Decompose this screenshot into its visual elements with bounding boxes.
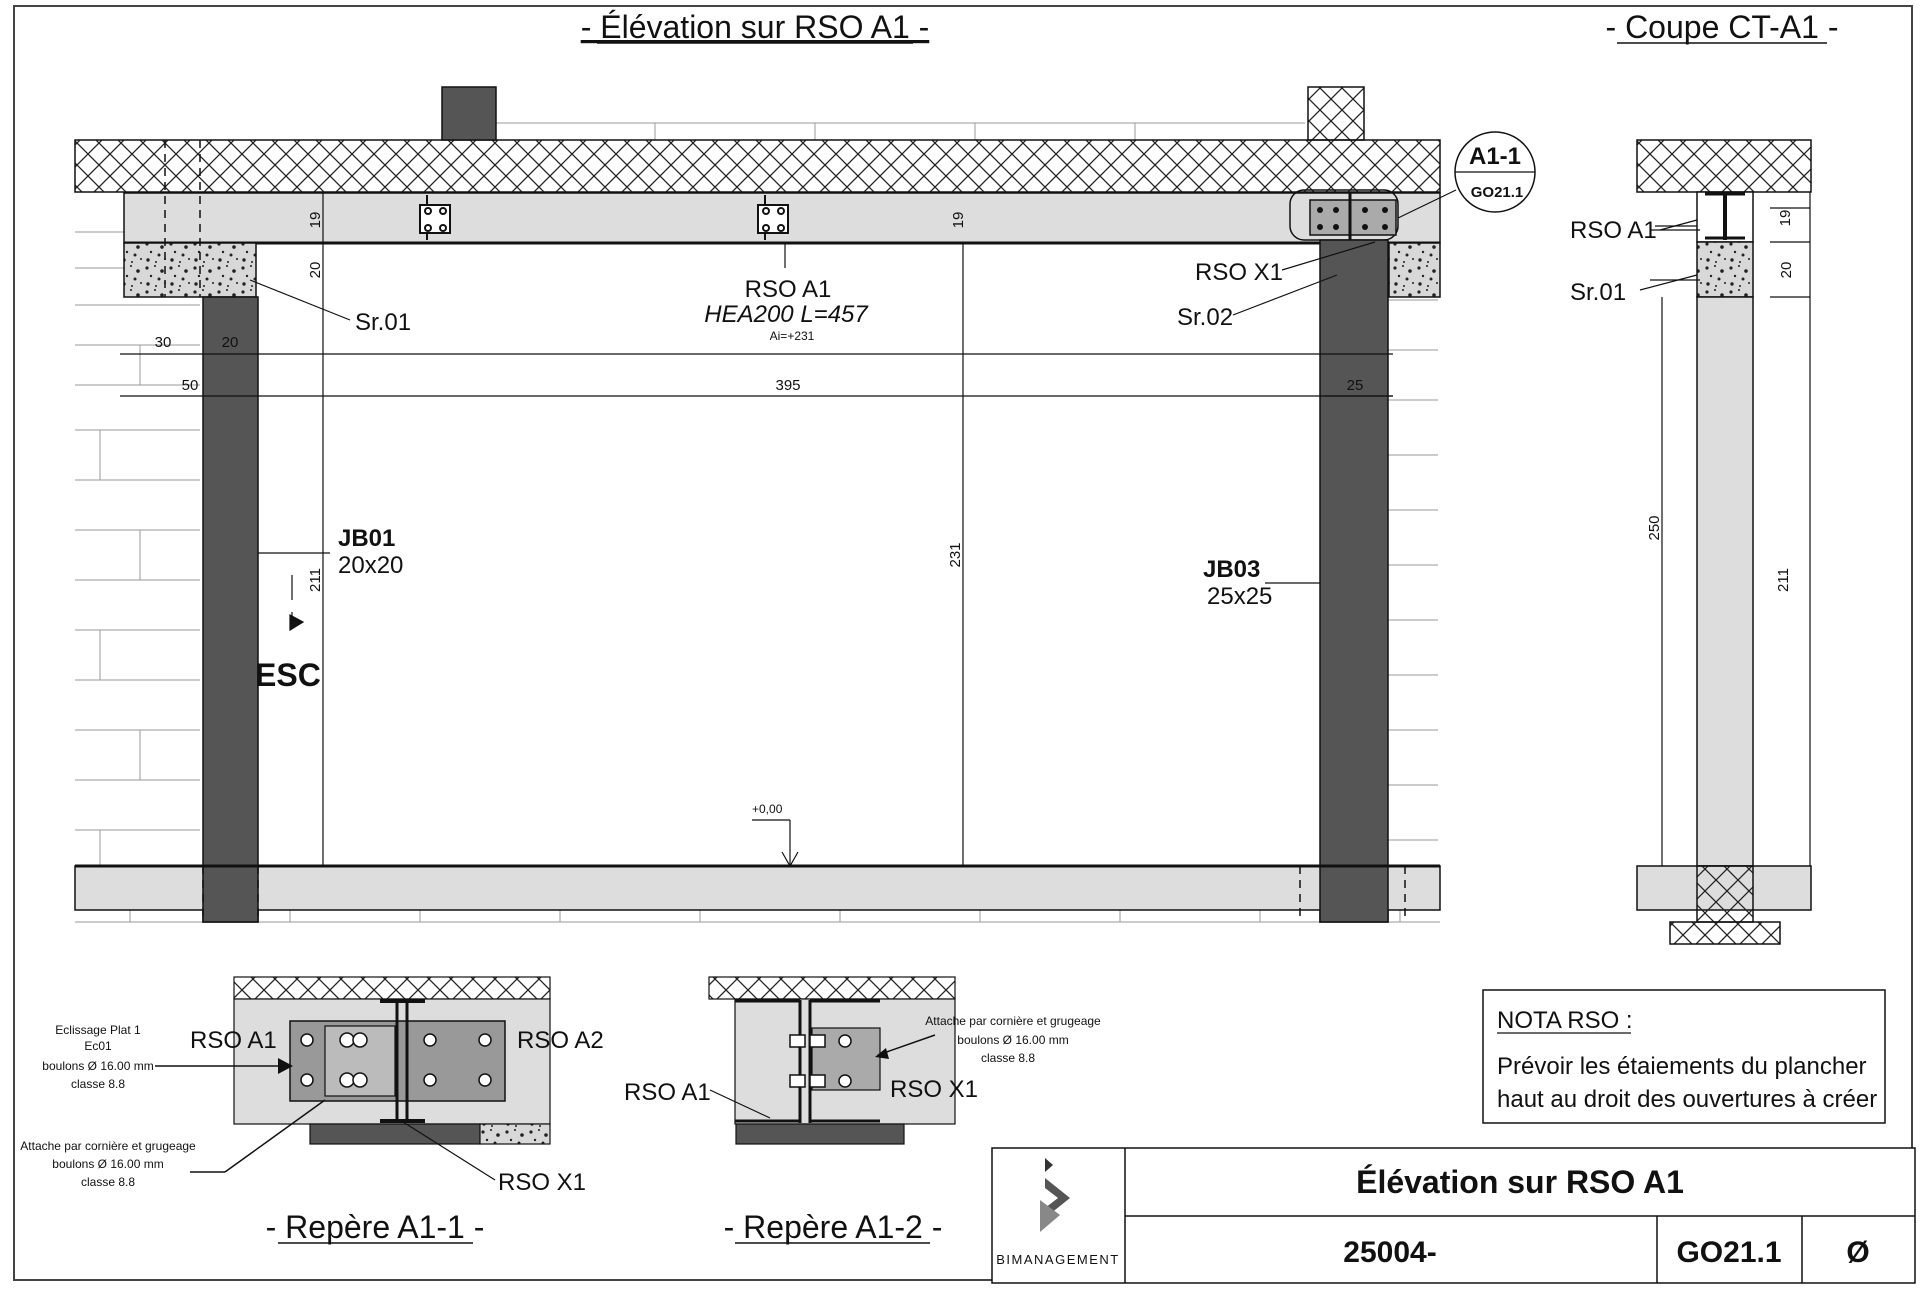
coupe-sr01: Sr.01	[1570, 279, 1627, 306]
jb01-size: 20x20	[338, 552, 404, 579]
elevation-view	[75, 9, 1535, 922]
coupe-rso-a1: RSO A1	[1570, 217, 1657, 244]
r1-note1-l2: Ec01	[84, 1039, 112, 1053]
r1-rso-a2: RSO A2	[517, 1027, 604, 1054]
sheet-number: GO21.1	[1676, 1236, 1782, 1269]
jb01-name: JB01	[338, 525, 396, 552]
r2-note-l1: Attache par cornière et grugeage	[925, 1014, 1101, 1028]
r1-rso-x1: RSO X1	[498, 1169, 587, 1196]
section-view	[1570, 9, 1838, 944]
svg-text:20: 20	[1778, 261, 1795, 279]
sr02-label: Sr.02	[1177, 304, 1234, 331]
r1-rso-a1: RSO A1	[190, 1027, 277, 1054]
top-slab	[75, 140, 1440, 192]
repere1-title: - Repère A1-1 -	[265, 1209, 485, 1245]
svg-text:30: 30	[154, 334, 172, 351]
r1-note1-l4: classe 8.8	[70, 1077, 126, 1091]
nota-box	[1483, 990, 1885, 1123]
svg-text:50: 50	[181, 377, 199, 394]
detail-repere-a1-1	[20, 977, 603, 1245]
r1-note1-l3: boulons Ø 16.00 mm	[42, 1059, 154, 1073]
nota-line1: Prévoir les étaiements du plancher	[1497, 1053, 1867, 1080]
r2-rso-x1: RSO X1	[890, 1076, 979, 1103]
svg-text:25: 25	[1346, 377, 1364, 394]
r1-note2-l2: boulons Ø 16.00 mm	[52, 1157, 164, 1171]
svg-text:19: 19	[1777, 209, 1794, 227]
repere2-title: - Repère A1-2 -	[723, 1209, 943, 1245]
lintel-sr01	[124, 243, 256, 297]
beam-label: RSO A1	[744, 276, 832, 303]
sheet-index: Ø	[1846, 1236, 1870, 1269]
r1-note2-l3: classe 8.8	[80, 1175, 136, 1189]
project-number: 25004-	[1343, 1236, 1437, 1269]
company-name: BIMANAGEMENT	[996, 1252, 1120, 1267]
column-jb03	[1320, 240, 1388, 922]
r1-note2-l1: Attache par cornière et grugeage	[20, 1139, 196, 1153]
level-label: +0,00	[752, 802, 783, 816]
coupe-title: - Coupe CT-A1 -	[1605, 9, 1839, 45]
rso-x1-label: RSO X1	[1195, 259, 1284, 286]
svg-text:20: 20	[221, 334, 239, 351]
r2-rso-a1: RSO A1	[624, 1079, 711, 1106]
nota-heading: NOTA RSO :	[1497, 1007, 1633, 1034]
sr01-label: Sr.01	[355, 309, 412, 336]
elevation-title: - Élévation sur RSO A1 -	[580, 9, 930, 45]
svg-text:20: 20	[307, 261, 324, 279]
r1-note1-l1: Eclissage Plat 1	[55, 1023, 141, 1037]
floor-slab	[75, 866, 1440, 910]
beam-note: Ai=+231	[769, 329, 815, 343]
r2-note-l2: boulons Ø 16.00 mm	[957, 1033, 1069, 1047]
title-block	[992, 1148, 1915, 1283]
jb03-name: JB03	[1203, 556, 1261, 583]
svg-text:395: 395	[775, 377, 801, 394]
svg-text:19: 19	[307, 211, 324, 229]
column-jb01	[203, 297, 258, 922]
svg-text:211: 211	[307, 568, 324, 592]
esc-label: ESC	[255, 657, 321, 693]
detail-ref: A1-1	[1468, 143, 1522, 170]
svg-text:250: 250	[1646, 515, 1663, 541]
svg-text:231: 231	[947, 542, 964, 568]
detail-sheet: GO21.1	[1470, 184, 1524, 201]
beam-spec: HEA200 L=457	[704, 301, 868, 328]
jb03-size: 25x25	[1207, 583, 1273, 610]
svg-text:19: 19	[950, 211, 967, 229]
r2-note-l3: classe 8.8	[980, 1051, 1036, 1065]
nota-line2: haut au droit des ouvertures à créer	[1497, 1086, 1878, 1113]
sheet-title: Élévation sur RSO A1	[1356, 1164, 1684, 1200]
svg-text:211: 211	[1775, 568, 1792, 592]
lintel-sr02	[1389, 243, 1440, 297]
